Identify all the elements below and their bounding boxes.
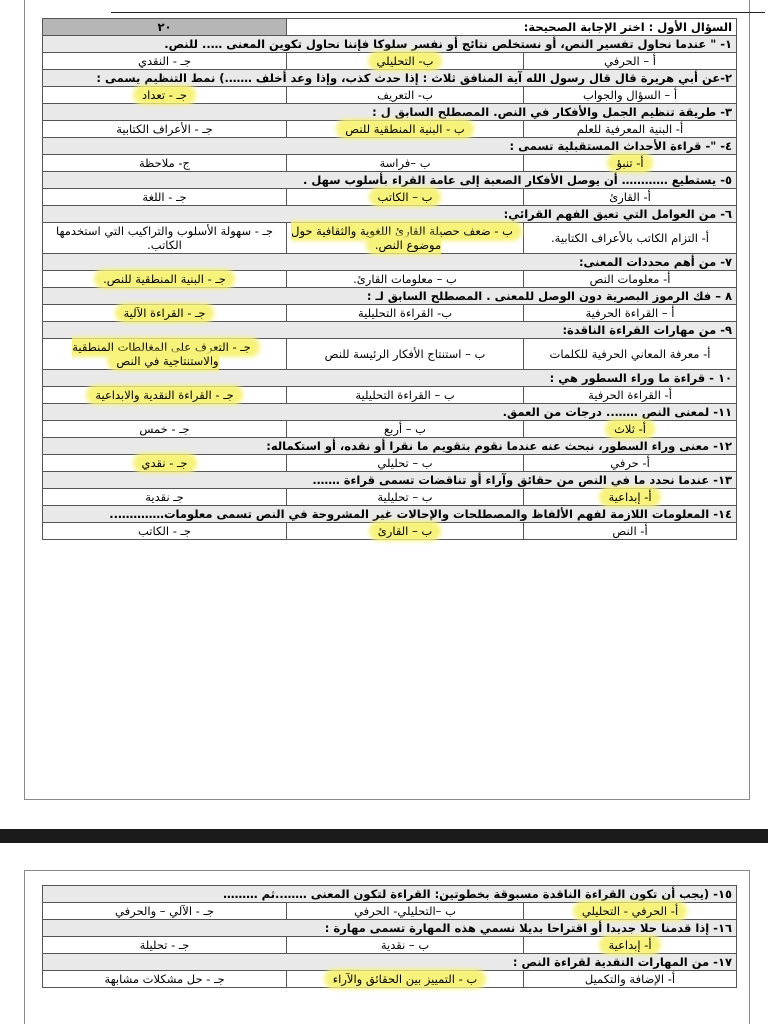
options-row: [43, 421, 737, 438]
option-cell: [524, 53, 737, 70]
option-text: أ- معرفة المعاني الحرفية للكلمات: [549, 347, 711, 361]
option-text: أ- التزام الكاتب بالأعراف الكتابية.: [551, 231, 709, 245]
question-text: ١٢- معنى وراء السطور، نبحث عنه عندما نقوم بتقويم ما نقرا أو نقده، أو استكماله:: [43, 438, 737, 455]
option-text: ب –فراسة: [379, 156, 431, 170]
options-row: [43, 455, 737, 472]
question-text: ٨ – فك الرموز البصرية دون الوصل للمعنى . المصطلح السابق لـ :: [43, 288, 737, 305]
option-text: أ- الإضافة والتكميل: [584, 972, 676, 986]
question-row: [43, 886, 737, 903]
highlighted-answer: ب - ضعف حصيلة القارئ اللغوية والثقافية حول موضوع النص.: [291, 224, 519, 252]
options-row: [43, 903, 737, 920]
question-row: [43, 438, 737, 455]
highlighted-answer: ب – القارئ: [372, 524, 438, 538]
option-cell: [524, 523, 737, 540]
option-cell: [43, 271, 287, 288]
option-cell: [287, 937, 524, 954]
option-cell: [287, 339, 524, 370]
option-cell: [287, 189, 524, 206]
question-text: ١٥- (يجب أن تكون القراءة الناقدة مسبوقة بخطوتين: القراءة لتكون المعنى ……..ثم ………: [43, 886, 737, 903]
question-row: [43, 36, 737, 53]
options-row: [43, 271, 737, 288]
option-cell: [524, 223, 737, 254]
option-cell: [287, 903, 524, 920]
question-row: [43, 920, 737, 937]
option-cell: [43, 121, 287, 138]
highlighted-answer: جـ - نقدي: [136, 456, 194, 470]
option-cell: [287, 489, 524, 506]
option-cell: [43, 937, 287, 954]
worksheet-page-1: [24, 0, 750, 800]
question-row: [43, 472, 737, 489]
option-cell: [524, 455, 737, 472]
option-text: ب- التعريف: [377, 88, 433, 102]
question-row: [43, 404, 737, 421]
option-cell: [43, 455, 287, 472]
options-row: [43, 121, 737, 138]
questions-table-2: [42, 885, 737, 988]
option-cell: [43, 189, 287, 206]
question-text: ٢-عن أبي هريرة قال قال رسول الله آية المنافق ثلاث : إذا حدث كذب، وإذا وعد أخلف …….) نمط التنظيم يسمى :: [43, 70, 737, 87]
option-cell: [287, 523, 524, 540]
highlighted-answer: ب - البنية المنطقية للنص: [339, 122, 470, 136]
option-text: ب – القراءة التحليلية: [355, 388, 455, 402]
options-row: [43, 305, 737, 322]
option-cell: [524, 155, 737, 172]
option-text: ب – أربع: [384, 422, 426, 436]
questions-table-1: [42, 18, 737, 540]
option-text: جـ - خمس: [139, 422, 190, 436]
option-text: جـ - الأعراف الكتابية: [116, 122, 213, 136]
question-text: ٦- من العوامل التي تعيق الفهم القرائي:: [43, 206, 737, 223]
section-title: السؤال الأول : اختر الإجابة الصحيحة:: [287, 19, 737, 36]
option-cell: [524, 189, 737, 206]
options-row: [43, 937, 737, 954]
option-text: ب –التحليلي- الحرفي: [354, 904, 456, 918]
question-text: ١١- لمعنى النص …….. درجات من العمق.: [43, 404, 737, 421]
question-text: ١- " عندما نحاول تفسير النص، أو نستخلص نتائج أو نفسر سلوكا فإننا نحاول تكوين المعنى ….. للنص.: [43, 36, 737, 53]
option-cell: [43, 339, 287, 370]
option-text: ب – استنتاج الأفكار الرئيسة للنص: [324, 347, 486, 361]
options-row: [43, 53, 737, 70]
option-text: جـ - الآلي – والحرفي: [115, 904, 214, 918]
option-text: جـ - حل مشكلات مشابهة: [104, 972, 225, 986]
option-text: أ- القراءة الحرفية: [588, 388, 672, 402]
option-text: جـ - الكاتب: [138, 524, 191, 538]
option-cell: [524, 971, 737, 988]
question-text: ١٧- من المهارات النقدية لقراءة النص :: [43, 954, 737, 971]
question-row: [43, 104, 737, 121]
option-cell: [43, 421, 287, 438]
option-cell: [287, 421, 524, 438]
option-text: جـ - اللغة: [142, 190, 187, 204]
option-cell: [287, 87, 524, 104]
option-text: أ- النص: [612, 524, 648, 538]
option-text: أ – الحرفي: [604, 54, 656, 68]
options-row: [43, 189, 737, 206]
options-row: [43, 155, 737, 172]
question-row: [43, 322, 737, 339]
option-cell: [524, 387, 737, 404]
question-text: ٥- يستطيع ………… أن يوصل الأفكار الصعبة إلى عامة القراء بأسلوب سهل .: [43, 172, 737, 189]
highlighted-answer: جـ - تعداد: [136, 88, 193, 102]
score-box: ٢٠: [43, 19, 287, 36]
question-row: [43, 954, 737, 971]
question-row: [43, 70, 737, 87]
question-text: ٤- "- قراءة الأحداث المستقبلية تسمى :: [43, 138, 737, 155]
question-text: ١٦- إذا قدمنا حلا جديدا أو اقتراحا بديلا نسمي هذه المهارة تسمى مهارة :: [43, 920, 737, 937]
option-cell: [524, 937, 737, 954]
option-cell: [287, 305, 524, 322]
option-text: ج- ملاحظة: [139, 156, 190, 170]
option-cell: [43, 53, 287, 70]
option-cell: [43, 387, 287, 404]
highlighted-answer: جـ - البنية المنطقية للنص.: [97, 272, 232, 286]
options-row: [43, 489, 737, 506]
question-row: [43, 172, 737, 189]
question-row: [43, 138, 737, 155]
question-row: [43, 288, 737, 305]
option-cell: [287, 971, 524, 988]
option-text: أ- القارئ: [609, 190, 651, 204]
option-text: ب – معلومات القارئ.: [353, 272, 457, 286]
highlighted-answer: أ- إبداعية: [602, 938, 657, 952]
option-text: ب – تحليلي: [377, 456, 433, 470]
option-cell: [287, 53, 524, 70]
option-cell: [287, 387, 524, 404]
option-cell: [287, 455, 524, 472]
option-text: أ – القراءة الحرفية: [585, 306, 675, 320]
option-cell: [524, 305, 737, 322]
question-text: ١٤- المعلومات اللازمة لفهم الألفاظ والمصطلحات والإحالات غير المشروحة في النص تسمى معلومات…………..: [43, 506, 737, 523]
highlighted-answer: أ- تنبؤ: [610, 156, 649, 170]
options-row: [43, 339, 737, 370]
option-text: أ- البنية المعرفية للعلم: [576, 122, 684, 136]
question-text: ٣- طريقة تنظيم الجمل والأفكار في النص. المصطلح السابق ل :: [43, 104, 737, 121]
highlighted-answer: أ- إبداعية: [602, 490, 657, 504]
highlighted-answer: جـ - القراءة النقدية والابداعية: [89, 388, 239, 402]
option-cell: [287, 121, 524, 138]
option-text: جـ نقدية: [145, 490, 184, 504]
option-cell: [524, 87, 737, 104]
option-cell: [524, 271, 737, 288]
top-rule: [111, 12, 765, 13]
option-cell: [43, 971, 287, 988]
question-text: ١٠ - قراءة ما وراء السطور هي :: [43, 370, 737, 387]
option-text: أ – السؤال والجواب: [583, 88, 678, 102]
option-cell: [43, 87, 287, 104]
option-text: أ- معلومات النص: [589, 272, 671, 286]
option-cell: [524, 339, 737, 370]
option-text: جـ - تحليلة: [139, 938, 190, 952]
question-row: [43, 506, 737, 523]
option-cell: [287, 223, 524, 254]
option-cell: [43, 903, 287, 920]
options-row: [43, 223, 737, 254]
option-cell: [524, 903, 737, 920]
option-cell: [43, 223, 287, 254]
option-cell: [287, 271, 524, 288]
option-text: جـ - سهولة الأسلوب والتراكيب التي استخدمها الكاتب.: [55, 224, 274, 252]
option-text: ب – تحليلية: [377, 490, 433, 504]
option-cell: [524, 421, 737, 438]
options-row: [43, 523, 737, 540]
highlighted-answer: أ- ثلاث: [608, 422, 652, 436]
options-row: [43, 971, 737, 988]
highlighted-answer: جـ - التعرف على المغالطات المنطقية والاستنتاجية في النص: [72, 340, 257, 368]
option-text: ب – نقدية: [380, 938, 430, 952]
option-cell: [524, 121, 737, 138]
options-row: [43, 387, 737, 404]
question-row: [43, 206, 737, 223]
question-row: [43, 370, 737, 387]
question-text: ٩- من مهارات القراءة الناقدة:: [43, 322, 737, 339]
question-text: ٧- من أهم محددات المعنى:: [43, 254, 737, 271]
highlighted-answer: ب – الكاتب: [372, 190, 439, 204]
highlighted-answer: أ- الحرفي - التحليلي: [576, 904, 684, 918]
option-text: جـ - النقدي: [138, 54, 191, 68]
question-text: ١٣- عندما نحدد ما في النص من حقائق وآراء أو تناقضات تسمى قراءة …….: [43, 472, 737, 489]
highlighted-answer: ب- التحليلي: [371, 54, 440, 68]
option-cell: [43, 155, 287, 172]
option-cell: [524, 489, 737, 506]
option-cell: [43, 305, 287, 322]
option-cell: [43, 523, 287, 540]
highlighted-answer: ب - التمييز بين الحقائق والآراء: [327, 972, 483, 986]
option-text: أ- حرفي: [610, 456, 650, 470]
highlighted-answer: جـ - القراءة الآلية: [118, 306, 212, 320]
option-cell: [43, 489, 287, 506]
worksheet-page-2: [24, 870, 750, 1024]
header-row: [43, 19, 737, 36]
page-separator: [0, 829, 768, 843]
option-text: ب- القراءة التحليلية: [357, 306, 453, 320]
question-row: [43, 254, 737, 271]
options-row: [43, 87, 737, 104]
option-cell: [287, 155, 524, 172]
